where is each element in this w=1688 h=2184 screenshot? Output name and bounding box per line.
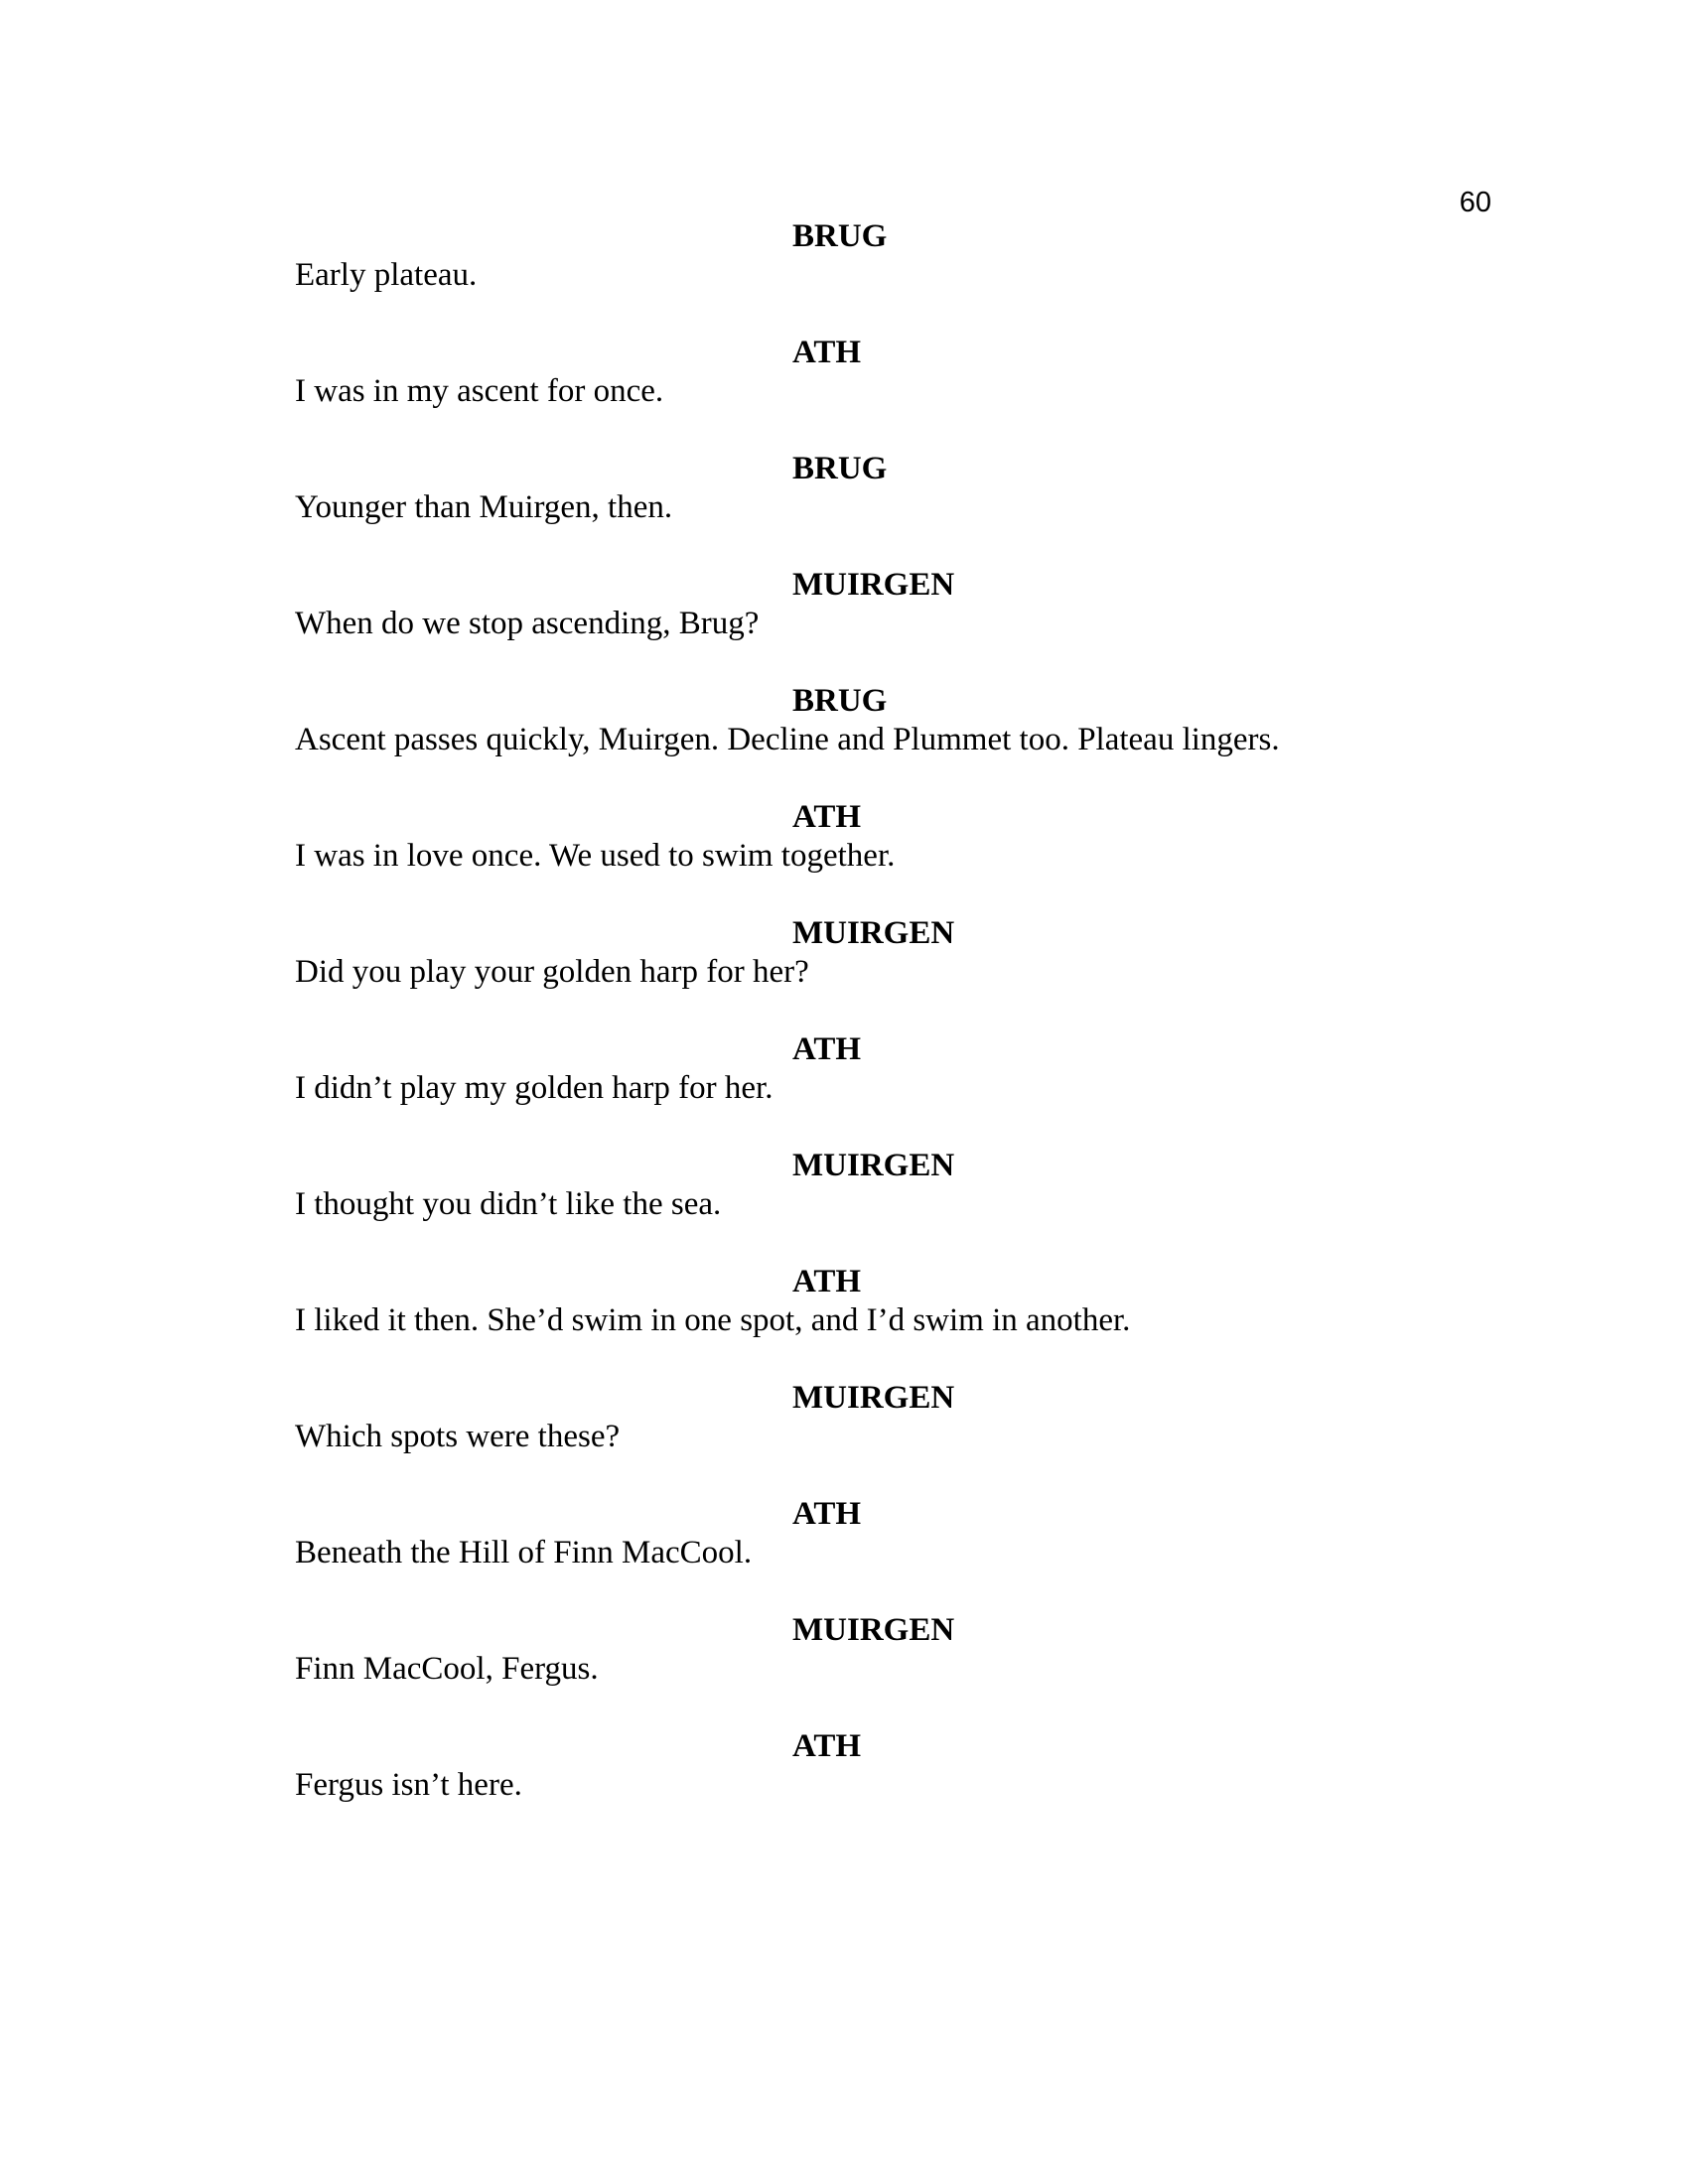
dialogue-block bbox=[295, 1495, 1586, 1572]
dialogue-line: I was in my ascent for once. bbox=[295, 373, 664, 409]
character-name: MUIRGEN bbox=[792, 1612, 955, 1648]
dialogue-block bbox=[295, 1147, 1586, 1224]
dialogue-line: Finn MacCool, Fergus. bbox=[295, 1651, 599, 1687]
character-name: BRUG bbox=[792, 451, 888, 486]
character-name: ATH bbox=[792, 1728, 862, 1764]
dialogue-block bbox=[295, 798, 1586, 876]
dialogue-line: I didn’t play my golden harp for her. bbox=[295, 1070, 774, 1106]
character-name: MUIRGEN bbox=[792, 915, 955, 951]
dialogue-block bbox=[295, 1379, 1586, 1456]
dialogue-block bbox=[295, 566, 1586, 643]
dialogue-block bbox=[295, 334, 1586, 411]
character-name: BRUG bbox=[792, 683, 888, 719]
script-body bbox=[295, 217, 1586, 1843]
character-name: ATH bbox=[792, 335, 862, 370]
dialogue-block bbox=[295, 1611, 1586, 1689]
dialogue-block bbox=[295, 682, 1586, 759]
dialogue-line: I thought you didn’t like the sea. bbox=[295, 1186, 722, 1222]
character-name: ATH bbox=[792, 1264, 862, 1299]
page-number: 60 bbox=[1459, 187, 1491, 218]
dialogue-block bbox=[295, 1263, 1586, 1340]
dialogue-line: Fergus isn’t here. bbox=[295, 1767, 522, 1803]
dialogue-block bbox=[295, 450, 1586, 527]
character-name: ATH bbox=[792, 1031, 862, 1067]
dialogue-block bbox=[295, 914, 1586, 992]
character-name: MUIRGEN bbox=[792, 1148, 955, 1183]
character-name: BRUG bbox=[792, 218, 888, 254]
dialogue-line: I liked it then. She’d swim in one spot, and I’d swim in another. bbox=[295, 1302, 1131, 1338]
character-name: MUIRGEN bbox=[792, 1380, 955, 1416]
dialogue-line: Beneath the Hill of Finn MacCool. bbox=[295, 1535, 753, 1570]
dialogue-block bbox=[295, 1030, 1586, 1108]
character-name: MUIRGEN bbox=[792, 567, 955, 603]
dialogue-line: When do we stop ascending, Brug? bbox=[295, 606, 760, 641]
dialogue-line: Ascent passes quickly, Muirgen. Decline and Plummet too. Plateau lingers. bbox=[295, 722, 1280, 757]
dialogue-line: I was in love once. We used to swim together. bbox=[295, 838, 896, 874]
dialogue-block bbox=[295, 217, 1586, 295]
character-name: ATH bbox=[792, 799, 862, 835]
dialogue-block bbox=[295, 1727, 1586, 1805]
character-name: ATH bbox=[792, 1496, 862, 1532]
dialogue-line: Did you play your golden harp for her? bbox=[295, 954, 809, 990]
dialogue-line: Younger than Muirgen, then. bbox=[295, 489, 673, 525]
dialogue-line: Early plateau. bbox=[295, 257, 478, 293]
dialogue-line: Which spots were these? bbox=[295, 1419, 621, 1454]
